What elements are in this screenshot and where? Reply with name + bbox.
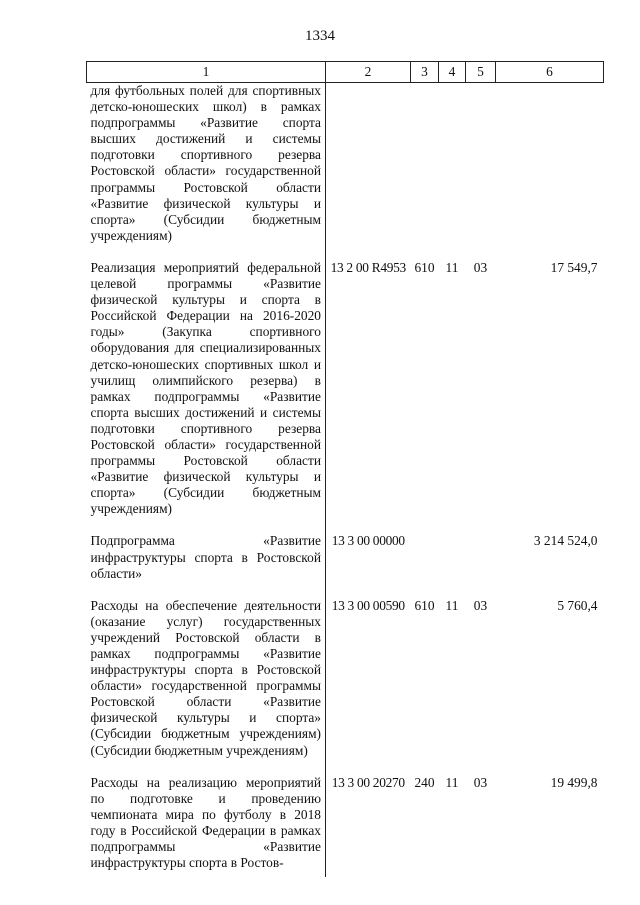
amount-value: 17 549,7 xyxy=(550,259,598,275)
page-number: 1334 xyxy=(305,28,335,44)
amount-value: 19 499,8 xyxy=(550,774,598,790)
target-article-code: 13 3 00 00000 xyxy=(331,533,405,549)
column-header-4: 4 xyxy=(439,62,466,83)
amount-value: 5 760,4 xyxy=(557,597,598,613)
section-code: 11 xyxy=(445,597,459,613)
section-code: 11 xyxy=(445,259,459,275)
table-row xyxy=(87,250,604,524)
row-description: для футбольных полей для спортивных детско-юношеских школ) в рамках подпрограммы «Развитие спорта высших достижений и системы подготовки спортивного резерва Ростовской области» государственной программы Ростовской области «Развитие физической культуры и спорта» (Субсидии бюджетным учреждениям) xyxy=(87,83,326,250)
column-header-2: 2 xyxy=(326,62,411,83)
column-header-5: 5 xyxy=(466,62,496,83)
section-code: 11 xyxy=(445,774,459,790)
expense-type-code: 240 xyxy=(414,774,435,790)
column-header-1: 1 xyxy=(87,62,326,83)
expense-type-code: 610 xyxy=(414,259,435,275)
subsection-code xyxy=(466,83,496,250)
section-code xyxy=(439,523,466,587)
target-article-code: 13 3 00 20270 xyxy=(331,774,405,790)
table-row xyxy=(87,588,604,765)
expense-type-code: 610 xyxy=(414,597,435,613)
expense-type-code xyxy=(411,83,439,250)
subsection-code xyxy=(466,523,496,587)
table-row xyxy=(87,83,604,250)
amount-value: 3 214 524,0 xyxy=(533,533,598,549)
target-article-code: 13 2 00 R4953 xyxy=(330,259,406,275)
table-row xyxy=(87,765,604,878)
subsection-code: 03 xyxy=(473,259,488,275)
amount-value xyxy=(496,83,604,250)
table-header-row xyxy=(87,62,604,83)
target-article-code xyxy=(326,83,411,250)
row-description: Расходы на обеспечение деятельности (оказание услуг) государственных учреждений Ростовской области в рамках подпрограммы «Развитие инфраструктуры спорта в Ростовской области» государственной программы Ростовской области «Развитие физической культуры и спорта» (Субсидии бюджетным учреждениям) (Субсидии бюджетным учреждениям) xyxy=(87,588,326,765)
subsection-code: 03 xyxy=(473,597,488,613)
target-article-code: 13 3 00 00590 xyxy=(331,597,405,613)
table-row xyxy=(87,523,604,587)
subsection-code: 03 xyxy=(473,774,488,790)
column-header-6: 6 xyxy=(496,62,604,83)
row-description: Реализация мероприятий федеральной целевой программы «Развитие физической культуры и спорта в Российской Федерации на 2016-2020 годы» (Закупка спортивного оборудования для специализированных детско-юношеских спортивных школ и училищ олимпийского резерва) в рамках подпрограммы «Развитие спорта высших достижений и системы подготовки спортивного резерва Ростовской области» государственной программы Ростовской области «Развитие физической культуры и спорта» (Субсидии бюджетным учреждениям) xyxy=(87,250,326,524)
budget-table xyxy=(86,61,604,877)
expense-type-code xyxy=(411,523,439,587)
row-description: Подпрограмма «Развитие инфраструктуры спорта в Ростовской области» xyxy=(87,523,326,587)
row-description: Расходы на реализацию мероприятий по подготовке и проведению чемпионата мира по футболу в 2018 году в Российской Федерации в рамках подпрограммы «Развитие инфраструктуры спорта в Ростов- xyxy=(87,765,326,878)
column-header-3: 3 xyxy=(411,62,439,83)
section-code xyxy=(439,83,466,250)
